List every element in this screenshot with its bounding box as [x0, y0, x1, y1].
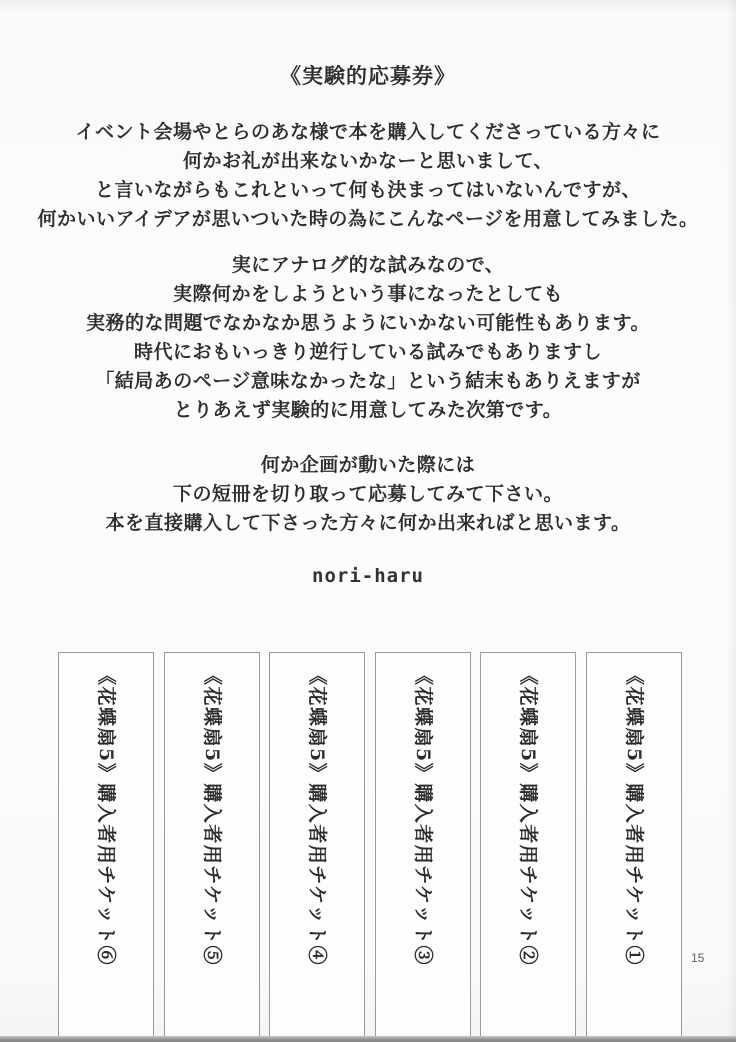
text-line: とりあえず実験的に用意してみた次第です。: [173, 400, 563, 421]
ticket-label-6: 《花蝶扇5》購入者用チケット⑥: [95, 666, 117, 967]
text-line: 実にアナログ的な試みなので、: [231, 255, 505, 276]
ticket-label-2: 《花蝶扇5》購入者用チケット②: [517, 666, 540, 967]
text-line: 何かいいアイデアが思いついた時の為にこんなページを用意してみました。: [37, 209, 699, 230]
ticket-strip-1: [586, 652, 682, 1042]
ticket-label-3: 《花蝶扇5》購入者用チケット③: [411, 666, 434, 967]
text-line: 時代におもいっきり逆行している試みでもありますし: [133, 342, 602, 363]
ticket-strips: [58, 652, 682, 1042]
text-line: 実務的な問題でなかなか思うようにいかない可能性もあります。: [86, 313, 650, 334]
ticket-strip-5: [164, 652, 260, 1042]
author-signature: nori-haru: [312, 565, 424, 587]
text-line: 下の短冊を切り取って応募してみて下さい。: [172, 484, 563, 505]
text-line: と言いながらもこれといって何も決まってはいないんですが、: [94, 180, 641, 201]
ticket-strip-6: [58, 652, 154, 1042]
ticket-label-5: 《花蝶扇5》購入者用チケット⑤: [200, 666, 223, 967]
page-title: 《実験的応募券》: [280, 65, 456, 88]
ticket-label-1: 《花蝶扇5》購入者用チケット①: [622, 666, 645, 967]
paragraph-instructions: [0, 451, 736, 538]
text-line: 「結局あのページ意味なかったな」という結末もありえますが: [95, 371, 641, 392]
page-number: 15: [691, 951, 705, 965]
scan-edge: [0, 1036, 736, 1042]
ticket-strip-4: [269, 652, 365, 1042]
ticket-strip-2: [480, 652, 576, 1042]
text-line: 何か企画が動いた際には: [260, 455, 476, 476]
paragraph-intro: [0, 118, 736, 234]
text-line: 何かお礼が出来ないかなーと思いまして、: [182, 151, 554, 172]
ticket-strip-3: [375, 652, 471, 1042]
text-line: 本を直接購入して下さった方々に何か出来ればと思います。: [105, 513, 631, 534]
text-line: イベント会場やとらのあな様で本を購入してくださっている方々に: [75, 122, 661, 143]
text-line: 実際何かをしようという事になったとしても: [172, 284, 563, 305]
ticket-label-4: 《花蝶扇5》購入者用チケット④: [306, 666, 329, 967]
paragraph-caveats: [0, 251, 736, 425]
